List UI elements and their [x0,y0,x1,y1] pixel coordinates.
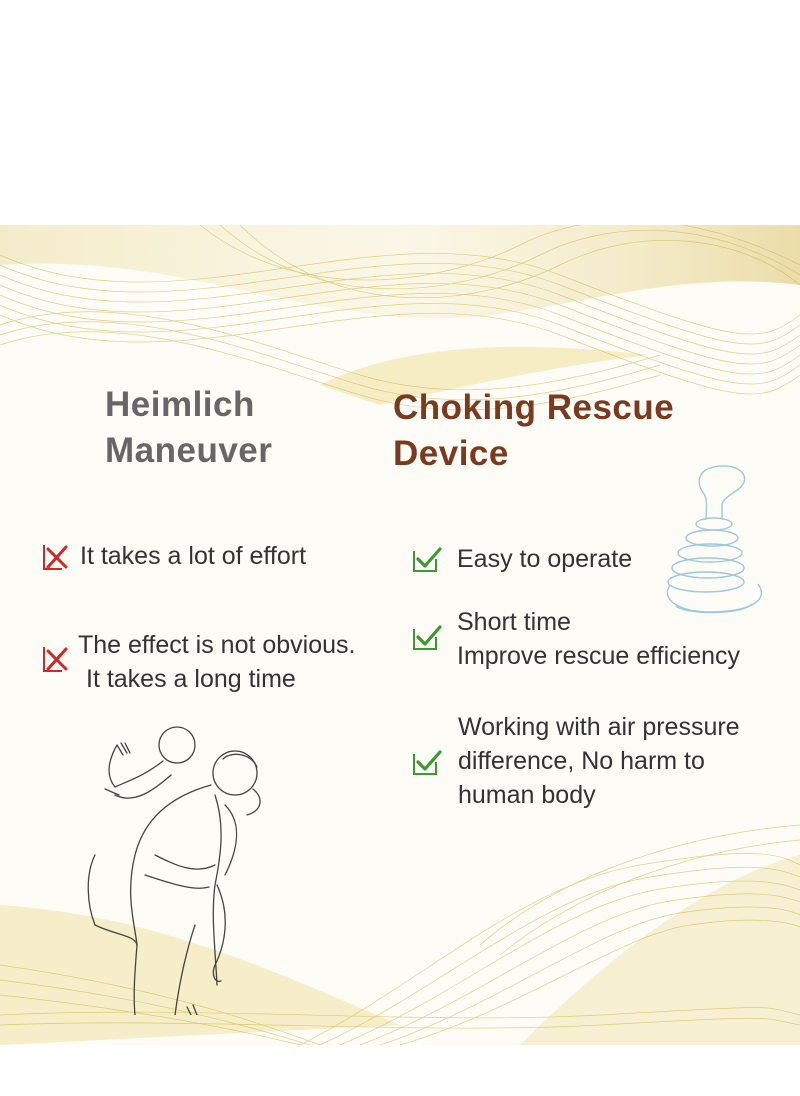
rescue-device-illustration [640,460,780,620]
heading-line: Choking Rescue [393,388,675,427]
point-text: The effect is not obvious. [78,631,356,659]
heading-line: Heimlich [105,385,255,424]
point-text: Working with air pressure [458,713,740,741]
check-mark-icon [410,746,442,778]
heimlich-point-effect [78,628,355,696]
device-point-air-pressure [458,710,740,812]
point-text: Short time [457,608,571,636]
heading-line: Device [393,434,509,473]
heimlich-heading [105,382,365,474]
heading-line: Maneuver [105,431,273,470]
point-text: It takes a lot of effort [80,542,307,570]
point-text: It takes a long time [86,665,296,693]
heimlich-point-effort [80,539,306,573]
comparison-banner [0,225,800,1045]
device-point-easy [457,542,632,576]
device-point-short-time [457,605,740,673]
point-text: Improve rescue efficiency [457,642,740,670]
point-text: human body [458,781,596,809]
check-mark-icon [410,543,442,575]
heimlich-people-illustration [75,715,305,1015]
cross-mark-icon [40,541,72,573]
cross-mark-icon [40,643,72,675]
point-text: difference, No harm to [458,747,705,775]
point-text: Easy to operate [457,545,633,573]
check-mark-icon [410,621,442,653]
